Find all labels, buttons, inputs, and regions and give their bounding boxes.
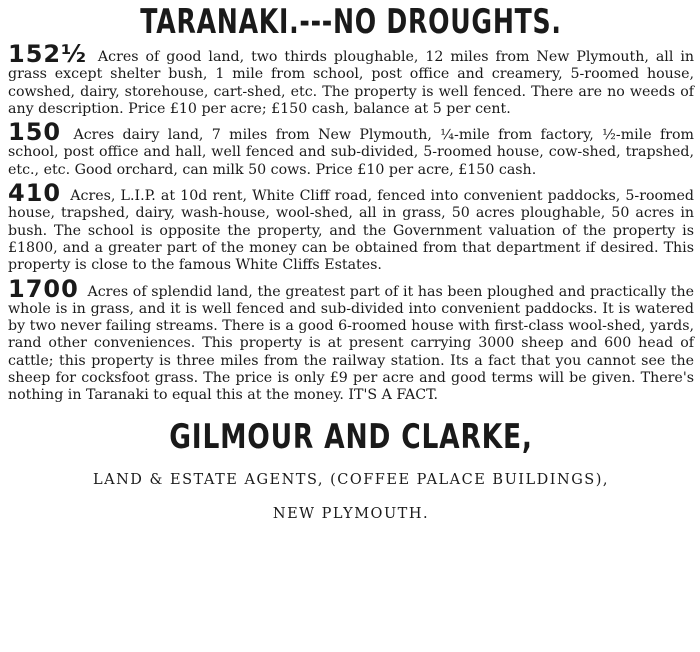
listing — [8, 40, 695, 118]
firm-description: LAND & ESTATE AGENTS, (COFFEE PALACE BUILDINGS), — [93, 471, 609, 488]
listing — [8, 118, 694, 179]
listing — [8, 274, 694, 405]
listing-acreage: 152½ — [8, 40, 87, 68]
headline: TARANAKI.---NO DROUGHTS. — [140, 2, 562, 42]
listing-acreage: 1700 — [8, 274, 79, 303]
listing-text: Acres of good land, two thirds ploughable, 12 miles from New Plymouth, all in grass except shelter bush, 1 mile from school, post office and creamery, 5-roomed house, cowshed, dairy, storehouse, cart-shed, etc. The property is well fenced. There are no weeds of any description. Price £10 per acre; £150 cash, balance at 5 per cent. — [8, 49, 695, 117]
listing-text: Acres dairy land, 7 miles from New Plymouth, ¼-mile from factory, ½-mile from school, post office and hall, well fenced and sub-divided, 5-roomed house, cow-shed, trapshed, etc., etc. Good orchard, can milk 50 cows. Price £10 per acre, £150 cash. — [8, 127, 694, 178]
firm-name: GILMOUR AND CLARKE, — [169, 416, 533, 457]
advertisement — [0, 2, 700, 652]
listing-acreage: 150 — [8, 118, 62, 147]
listing — [8, 179, 694, 274]
listing-text: Acres of splendid land, the greatest part of it has been ploughed and practically the whole is in grass, and it is well fenced and sub-divided into convenient paddocks. It is watered by two never failing streams. There is a good 6-roomed house with first-class wool-shed, yards, rand other conveniences. This property is at present carrying 3000 sheep and 600 head of cattle; this property is three miles from the railway station. Its a fact that you cannot see the sheep for cocksfoot grass. The price is only £9 per acre and good terms will be given. There's nothing in Taranaki to equal this at the money. IT'S A FACT. — [8, 283, 694, 404]
listing-acreage: 410 — [8, 179, 62, 208]
firm-location: NEW PLYMOUTH. — [272, 505, 430, 522]
listing-text: Acres, L.I.P. at 10d rent, White Cliff road, fenced into convenient paddocks, 5-roomed house, trapshed, dairy, wash-house, wool-shed, all in grass, 50 acres ploughable, 50 acres in bush. The school is opposite the property, and the Government valuation of the property is £1800, and a greater part of the money can be obtained from that department if desired. This property is close to the famous White Cliffs Estates. — [8, 188, 694, 274]
